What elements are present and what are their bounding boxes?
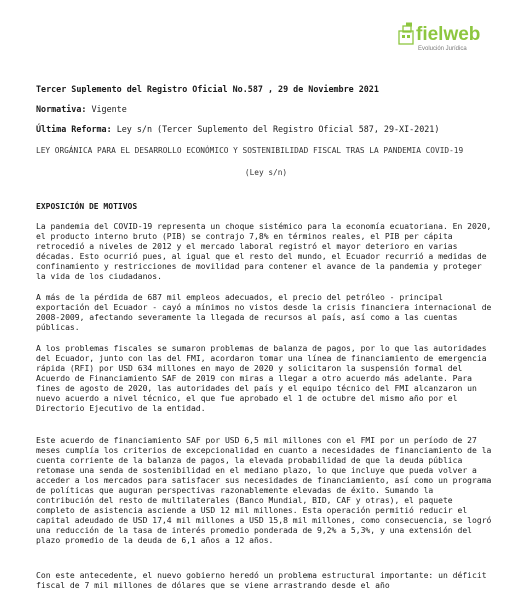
paragraph-4: Este acuerdo de financiamiento SAF por USD 6,5 mil millones con el FMI por un período de 27 meses cumplía los criterios de excepcionalidad en cuanto a necesidades de financiamiento de la cuenta corriente de la balanza de pagos, la elevada probabilidad de que la deuda pública retomase una senda de sostenibilidad en el mediano plazo, lo que incluye que pueda volver a acceder a los mercados para satisfacer sus necesidades de financiamiento, así como un programa de políticas que auguran perspectivas razonablemente elevadas de éxito. Sumando la contribución del resto de multilaterales (Banco Mundial, BID, CAF y otras), el paquete completo de asistencia asciende a USD 12 mil millones. Esta operación permitió reducir el capital adeudado de USD 17,4 mil millones a USD 15,8 mil millones, como consecuencia, se logró una reducción de la tasa de interés promedio ponderada de 9,2% a 5,3%, y una extensión del plazo promedio de la deuda de 6,1 años a 12 años. [36,436,492,546]
reforma-label: Última Reforma: [36,124,112,134]
logo-tagline: Evolución Jurídica [418,46,467,52]
normativa-value: Vigente [91,104,127,114]
registry-supplement: Tercer Suplemento del Registro Oficial No.587 , 29 de Noviembre 2021 [36,84,379,94]
normativa-label: Normativa: [36,104,87,114]
fielweb-logo [398,20,514,58]
building-icon [398,22,418,46]
normativa-line [36,104,127,115]
paragraph-5: Con este antecedente, el nuevo gobierno heredó un problema estructural importante: un déficit fiscal de 7 mil millones de dólares que se viene arrastrando desde el año [36,571,487,591]
paragraph-3: A los problemas fiscales se sumaron problemas de balanza de pagos, por lo que las autoridades del Ecuador, junto con las del FMI, acordaron tomar una línea de financiamiento de emergencia rápida (RFI) por USD 634 millones en mayo de 2020 y solicitaron la suspensión formal del Acuerdo de Financiamiento SAF de 2019 con miras a llegar a otro acuerdo más adelante. Para fines de agosto de 2020, las autoridades del país y el equipo técnico del FMI alcanzaron un nuevo acuerdo a nivel técnico, el que fue aprobado el 1 de octubre del mismo año por el Directorio Ejecutivo de la entidad. [36,344,487,414]
section-title: EXPOSICIÓN DE MOTIVOS [36,202,138,211]
logo-wordmark: fielweb [416,24,481,45]
reforma-line [36,124,439,135]
reforma-value: Ley s/n (Tercer Suplemento del Registro Oficial 587, 29-XI-2021) [116,124,440,134]
paragraph-2: A más de la pérdida de 687 mil empleos adecuados, el precio del petróleo - principal exportación del Ecuador - cayó a mínimos no vistos desde la crisis financiera internacional de 2008-2009, afectando severamente la llegada de recursos al país, así como a las cuentas públicas. [36,293,492,333]
law-title: LEY ORGÁNICA PARA EL DESARROLLO ECONÓMICO Y SOSTENIBILIDAD FISCAL TRAS LA PANDEMIA COVID-19 [36,146,464,155]
paragraph-1: La pandemia del COVID-19 representa un choque sistémico para la economía ecuatoriana. En 2020, el producto interno bruto (PIB) se contrajo 7,8% en términos reales, el PIB per cápita retrocedió a niveles de 2012 y el mercado laboral registró el mayor deterioro en varias décadas. Esto ocurrió pues, al igual que el resto del mundo, el Ecuador recurrió a medidas de confinamiento y restricciones de movilidad para contener el avance de la pandemia y proteger la vida de los ciudadanos. [36,222,492,282]
law-subtitle: (Ley s/n) [244,168,288,177]
